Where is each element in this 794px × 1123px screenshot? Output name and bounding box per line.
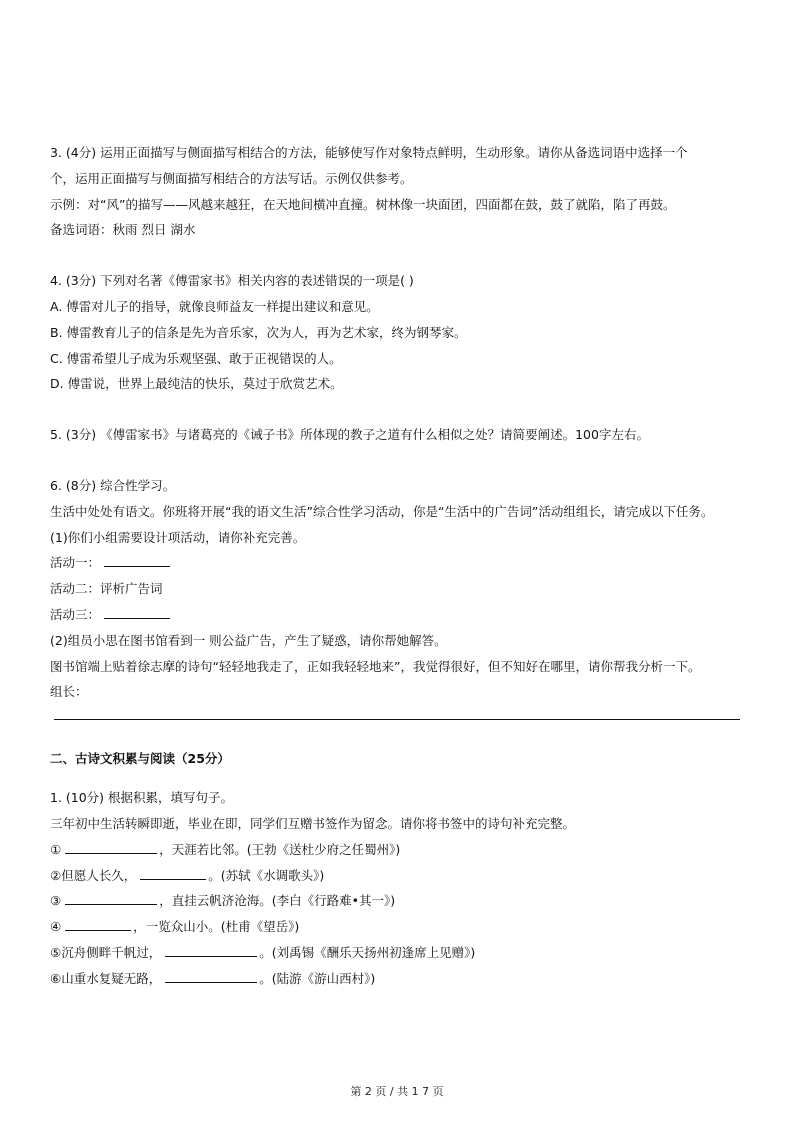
poetry-item-5 — [50, 940, 740, 966]
item-3-prefix: ③ — [50, 893, 62, 909]
q6-part1: (1)你们小组需要设计项活动，请你补充完善。 — [50, 529, 306, 545]
question-4 — [50, 268, 740, 397]
q6-leader: 组长： — [50, 684, 88, 700]
item-5-blank[interactable] — [165, 944, 257, 957]
question-5 — [50, 422, 740, 448]
q4-option-d: D. 傅雷说，世界上最纯洁的快乐，莫过于欣赏艺术。 — [50, 376, 343, 392]
poetry-stem: 1. (10分) 根据积累，填写句子。 — [50, 790, 234, 806]
activity-3-blank[interactable] — [104, 606, 170, 619]
item-6-suffix: 。(陆游《游山西村》) — [259, 970, 376, 986]
poetry-item-2 — [50, 863, 740, 889]
q6-activity-3 — [50, 602, 740, 628]
spacer — [50, 448, 740, 473]
poetry-item-1 — [50, 837, 740, 863]
activity-3-label: 活动三： — [50, 606, 101, 622]
spacer — [50, 397, 740, 422]
item-1-blank[interactable] — [65, 841, 157, 854]
q4-stem: 4. (3分) 下列对名著《傅雷家书》相关内容的表述错误的一项是( ) — [50, 273, 414, 289]
q6-scenario: 图书馆端上贴着徐志摩的诗句“轻轻地我走了，正如我轻轻地来”，我觉得很好，但不知好在哪里，请你帮我分析一下。 — [50, 658, 701, 674]
item-5-suffix: 。(刘禹锡《酬乐天扬州初逢席上见赠》) — [259, 944, 476, 960]
q4-option-b: B. 傅雷教育儿子的信条是先为音乐家，次为人，再为艺术家，终为钢琴家。 — [50, 324, 467, 340]
q6-activity-1 — [50, 550, 740, 576]
q3-example: 示例：对“风”的描写——风越来越狂，在天地间横冲直撞。树林像一块面团，四面都在鼓，鼓了就陷，陷了再鼓。 — [50, 196, 676, 212]
item-3-blank[interactable] — [65, 892, 157, 905]
answer-line[interactable] — [54, 719, 740, 720]
spacer — [50, 243, 740, 268]
item-1-prefix: ① — [50, 841, 62, 857]
page-content — [50, 140, 740, 992]
q6-part2: (2)组员小思在图书馆看到一 则公益广告，产生了疑惑，请你帮她解答。 — [50, 632, 447, 648]
section-2-title: 二、古诗文积累与阅读（25分） — [50, 751, 230, 767]
item-2-suffix: 。(苏轼《水调歌头》) — [208, 867, 325, 883]
item-6-blank[interactable] — [165, 970, 257, 983]
item-4-suffix: ，一览众山小。(杜甫《望岳》) — [133, 919, 300, 935]
question-poetry — [50, 785, 740, 991]
q6-stem: 6. (8分) 综合性学习。 — [50, 477, 176, 493]
q4-option-c: C. 傅雷希望儿子成为乐观坚强、敢于正视错误的人。 — [50, 350, 342, 366]
question-3 — [50, 140, 740, 243]
poetry-item-6 — [50, 966, 740, 992]
item-3-suffix: ，直挂云帆济沧海。(李白《行路难•其一》) — [159, 893, 396, 909]
q6-intro: 生活中处处有语文。你班将开展“我的语文生活”综合性学习活动，你是“生活中的广告词”活动组组长，请完成以下任务。 — [50, 503, 714, 519]
page-footer: 第 2 页 / 共 1 7 页 — [350, 1085, 444, 1098]
poetry-item-4 — [50, 914, 740, 940]
q6-activity-2: 活动二：评析广告词 — [50, 581, 163, 597]
item-1-suffix: ，天涯若比邻。(王勃《送杜少府之任蜀州》) — [159, 841, 401, 857]
item-6-prefix: ⑥山重水复疑无路， — [50, 970, 162, 986]
q5-stem: 5. (3分) 《傅雷家书》与诸葛亮的《诫子书》所体现的教子之道有什么相似之处？请简要阐述。100字左右。 — [50, 427, 649, 443]
poetry-item-3 — [50, 888, 740, 914]
activity-1-blank[interactable] — [104, 554, 170, 567]
item-2-prefix: ②但愿人长久， — [50, 867, 137, 883]
activity-1-label: 活动一： — [50, 555, 101, 571]
q3-line2: 个，运用正面描写与侧面描写相结合的方法写话。示例仅供参考。 — [50, 170, 413, 186]
q4-option-a: A. 傅雷对儿子的指导，就像良师益友一样提出建议和意见。 — [50, 298, 379, 314]
spacer — [50, 771, 740, 785]
q3-words: 备选词语：秋雨 烈日 湖水 — [50, 222, 196, 238]
item-4-blank[interactable] — [65, 918, 131, 931]
item-4-prefix: ④ — [50, 919, 62, 935]
item-5-prefix: ⑤沉舟侧畔千帆过， — [50, 944, 162, 960]
poetry-intro: 三年初中生活转瞬即逝，毕业在即，同学们互赠书签作为留念。请你将书签中的诗句补充完整。 — [50, 815, 576, 831]
item-2-blank[interactable] — [140, 867, 206, 880]
question-6 — [50, 473, 740, 720]
q3-line1: 3. (4分) 运用正面描写与侧面描写相结合的方法，能够使写作对象特点鲜明，生动形象。请你从备选词语中选择一个 — [50, 145, 688, 160]
